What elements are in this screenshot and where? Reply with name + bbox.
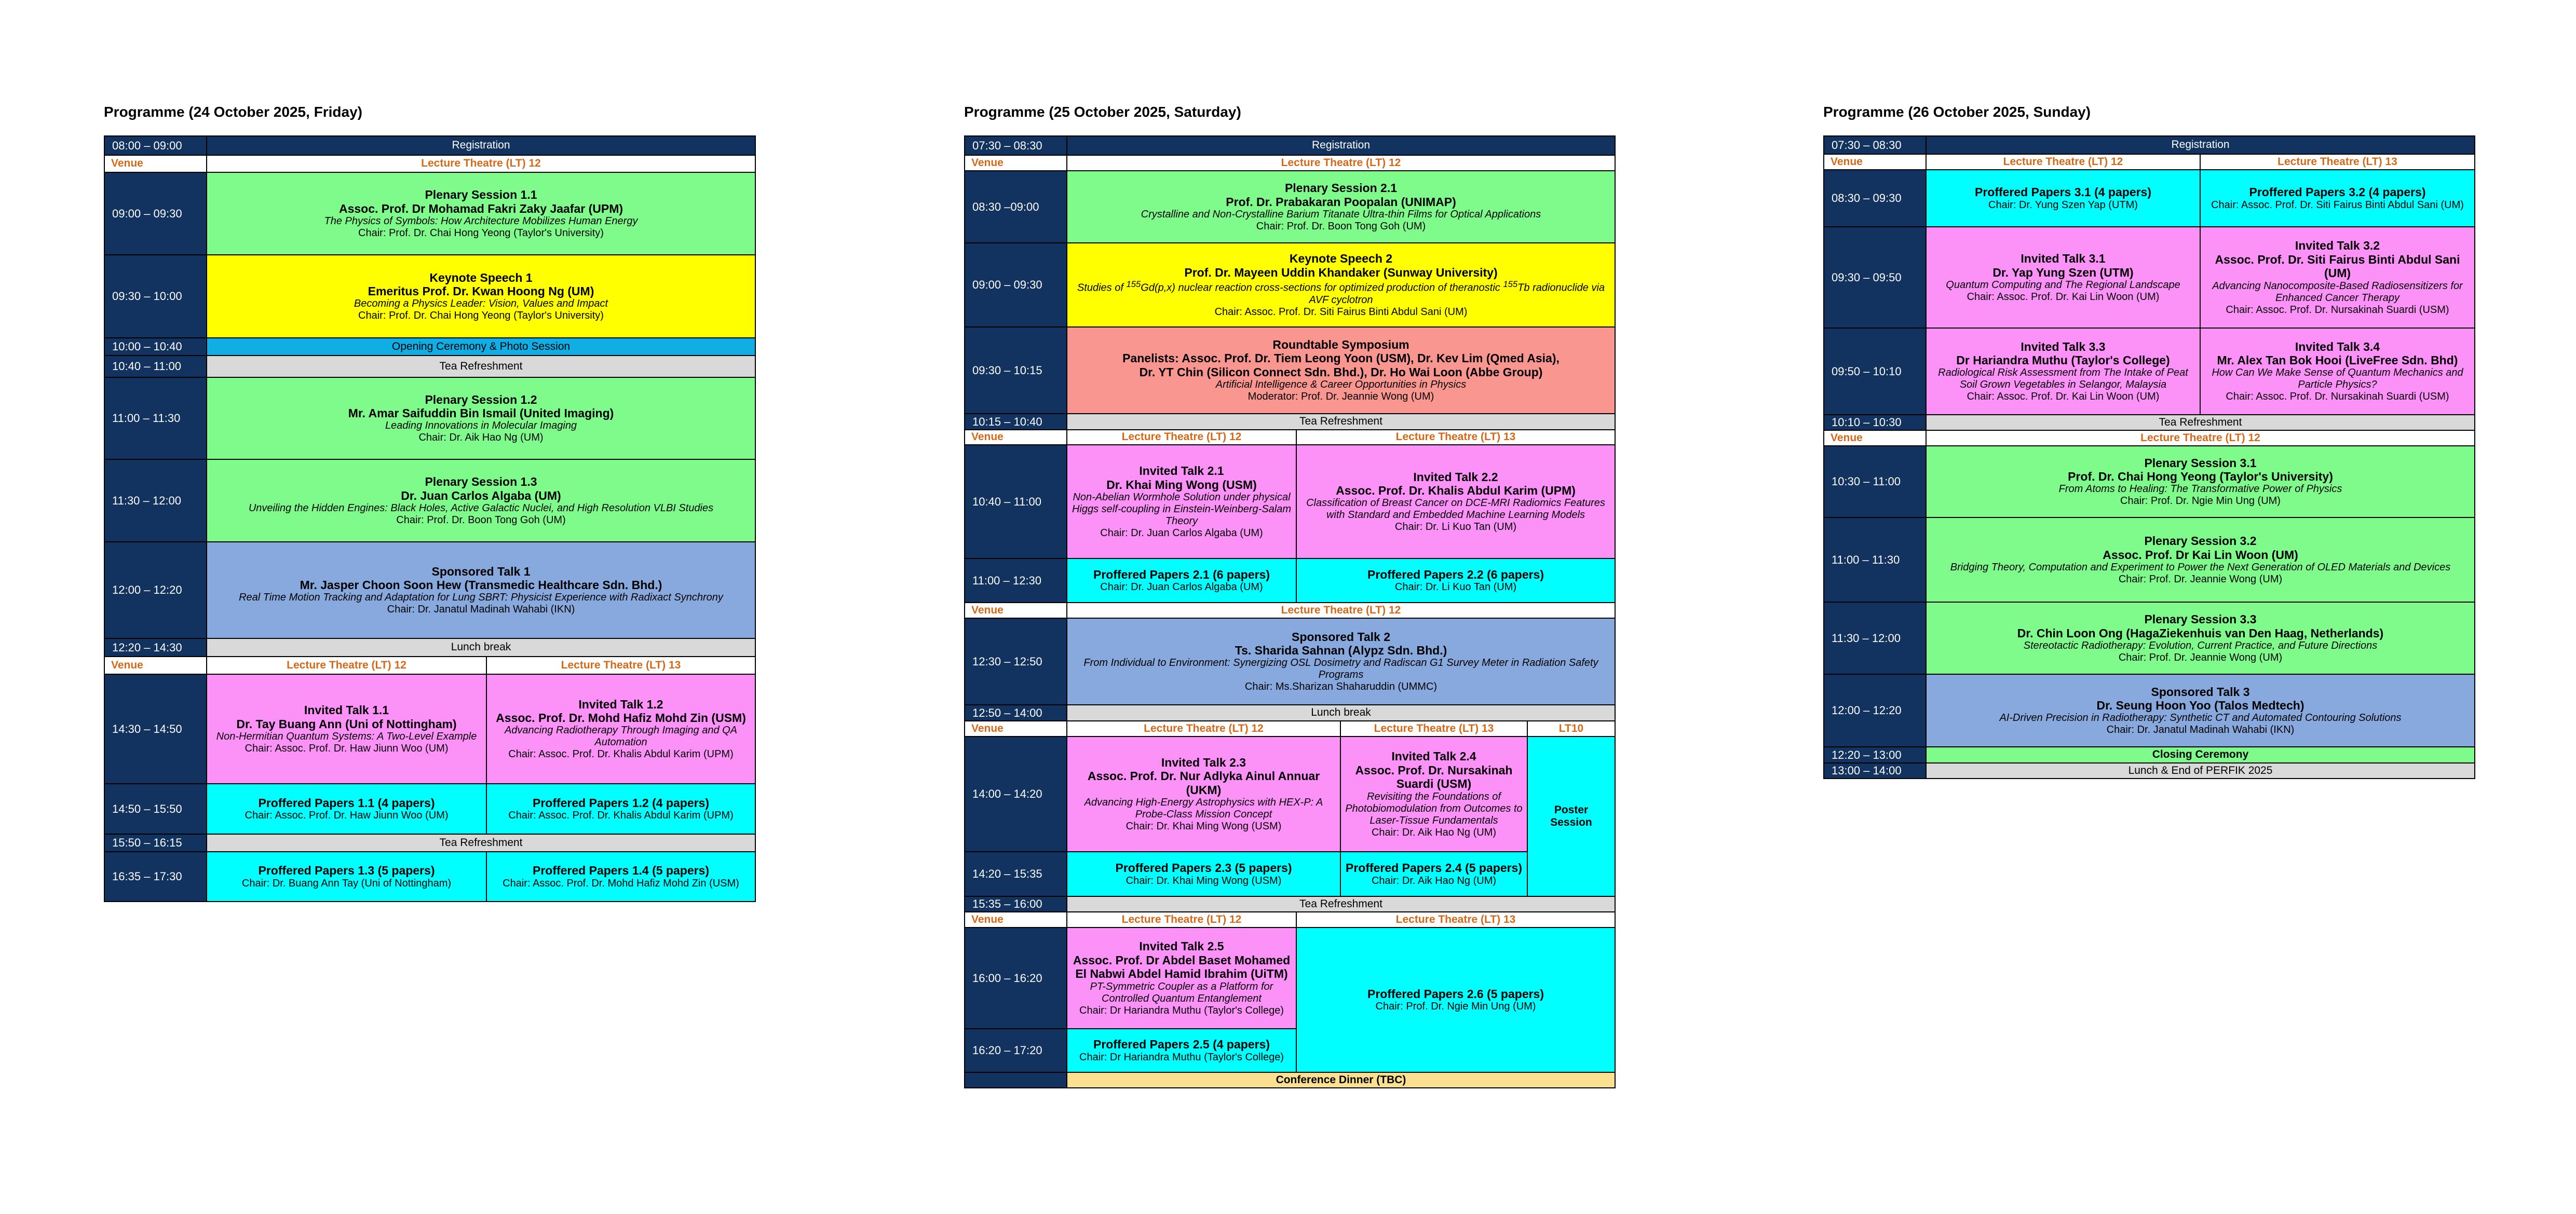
- table-row: [965, 705, 1615, 721]
- session-speaker: Dr. Chin Loon Ong (HagaZiekenhuis van Den Haag, Netherlands): [2017, 626, 2384, 640]
- session-chair: Chair: Dr. Li Kuo Tan (UM): [1394, 581, 1517, 593]
- venue-cell: Lecture Theatre (LT) 12: [207, 155, 755, 172]
- session-speaker: Assoc. Prof. Dr. Mohd Hafiz Mohd Zin (USM): [496, 711, 746, 725]
- session-topic: How Can We Make Sense of Quantum Mechanics and Particle Physics?: [2212, 367, 2463, 391]
- venue-label: Venue: [1824, 154, 1926, 170]
- session-speaker: Dr. Yap Yung Szen (UTM): [1992, 265, 2134, 279]
- session-topic: PT-Symmetric Coupler as a Platform for Controlled Quantum Entanglement: [1090, 980, 1273, 1004]
- session-title: Proffered Papers 2.3 (5 papers): [1115, 861, 1292, 875]
- time-cell: 15:50 – 16:15: [104, 834, 207, 852]
- session-chair: Chair: Dr. Juan Carlos Algaba (UM): [1100, 581, 1263, 593]
- session-title: Proffered Papers 2.4 (5 papers): [1345, 861, 1523, 875]
- session-title: Roundtable Symposium: [1272, 337, 1409, 351]
- session-title: Plenary Session 3.3: [2144, 612, 2257, 626]
- session-title: Proffered Papers 2.2 (6 papers): [1367, 567, 1544, 581]
- table-row: [965, 721, 1615, 736]
- time-cell: 12:00 – 12:20: [1824, 674, 1926, 747]
- venue-cell: Lecture Theatre (LT) 12: [1067, 430, 1296, 445]
- session-chair: Chair: Dr. Aik Hao Ng (UM): [1371, 875, 1497, 886]
- session-cell: [2200, 170, 2475, 227]
- break-cell: Tea Refreshment: [207, 356, 755, 377]
- break-cell: Lunch & End of PERFIK 2025: [1926, 763, 2475, 779]
- session-cell: [2200, 227, 2475, 328]
- break-cell: Lunch break: [207, 638, 755, 657]
- table-row: [1824, 154, 2475, 170]
- venue-label: Venue: [965, 155, 1067, 171]
- session-title: Invited Talk 1.1: [304, 703, 389, 717]
- session-cell: [1067, 327, 1615, 414]
- venue-cell: Lecture Theatre (LT) 12: [1067, 912, 1296, 927]
- day3-title: Programme (26 October 2025, Sunday): [1823, 104, 2091, 120]
- table-row: [104, 542, 755, 638]
- time-cell: 11:00 – 12:30: [965, 558, 1067, 603]
- session-speaker: Prof. Dr. Chai Hong Yeong (Taylor's University): [2068, 470, 2333, 483]
- session-chair: Chair: Assoc. Prof. Dr. Mohd Hafiz Mohd Zin (USM): [503, 877, 739, 889]
- session-title: Proffered Papers 3.1 (4 papers): [1974, 185, 2152, 199]
- table-row: [965, 618, 1615, 705]
- session-title: Invited Talk 2.3: [1161, 755, 1246, 769]
- venue-label: Venue: [104, 657, 207, 674]
- session-chair: Chair: Dr. Janatul Madinah Wahabi (IKN): [387, 604, 575, 616]
- session-topic: Quantum Computing and The Regional Landscape: [1946, 279, 2180, 291]
- session-topic: Artificial Intelligence & Career Opportunities in Physics: [1215, 379, 1467, 391]
- session-title: Plenary Session 1.3: [425, 475, 537, 489]
- table-row: [1824, 328, 2475, 415]
- session-chair: Chair: Prof. Dr. Ngie Min Ung (UM): [1375, 1001, 1536, 1013]
- session-title: Invited Talk 1.2: [578, 697, 663, 711]
- venue-cell: Lecture Theatre (LT) 12: [1067, 603, 1615, 618]
- session-title: Invited Talk 2.5: [1139, 939, 1224, 953]
- session-chair: Chair: Assoc. Prof. Dr. Siti Fairus Binti Abdul Sani (UM): [2211, 199, 2464, 211]
- session-title: Invited Talk 3.2: [2295, 239, 2380, 253]
- session-title: Proffered Papers 1.4 (5 papers): [532, 864, 710, 878]
- table-row: [104, 356, 755, 377]
- time-cell: 11:00 – 11:30: [104, 377, 207, 459]
- session-chair: Chair: Prof. Dr. Jeannie Wong (UM): [2118, 651, 2283, 663]
- venue-cell: LT10: [1527, 721, 1615, 736]
- table-row: [965, 927, 1615, 1029]
- table-row: [104, 657, 755, 674]
- time-cell: 09:00 – 09:30: [965, 243, 1067, 327]
- table-row: [965, 171, 1615, 243]
- session-chair: Chair: Dr Hariandra Muthu (Taylor's College): [1079, 1051, 1284, 1063]
- session-title: Plenary Session 3.2: [2144, 534, 2257, 548]
- time-cell: 09:30 – 10:15: [965, 327, 1067, 414]
- table-row: [104, 459, 755, 542]
- session-title: Plenary Session 1.2: [425, 392, 537, 406]
- session-cell: [486, 674, 755, 784]
- session-topic: Non-Hermitian Quantum Systems: A Two-Level Example: [216, 730, 477, 742]
- venue-cell: Lecture Theatre (LT) 12: [1926, 154, 2200, 170]
- session-topic: Radiological Risk Assessment from The Intake of Peat Soil Grown Vegetables in Selangor, Malaysia: [1938, 367, 2188, 391]
- table-row: [104, 338, 755, 356]
- time-cell: 12:30 – 12:50: [965, 618, 1067, 705]
- time-cell: 16:35 – 17:30: [104, 852, 207, 902]
- time-cell: 10:00 – 10:40: [104, 338, 207, 356]
- session-chair: Chair: Dr. Juan Carlos Algaba (UM): [1100, 527, 1263, 539]
- table-row: [1824, 674, 2475, 747]
- time-cell: 10:40 – 11:00: [104, 356, 207, 377]
- session-title: Proffered Papers 1.1 (4 papers): [258, 796, 435, 810]
- session-chair: Chair: Assoc. Prof. Dr. Nursakinah Suardi (USM): [2226, 304, 2449, 316]
- time-cell: 12:00 – 12:20: [104, 542, 207, 638]
- venue-cell: Lecture Theatre (LT) 13: [1340, 721, 1527, 736]
- time-cell: 14:50 – 15:50: [104, 784, 207, 834]
- session-chair: Chair: Dr. Yung Szen Yap (UTM): [1988, 199, 2138, 211]
- session-speaker: Assoc. Prof. Dr. Khalis Abdul Karim (UPM): [1336, 484, 1576, 497]
- time-cell: 14:30 – 14:50: [104, 674, 207, 784]
- table-row: [965, 1072, 1615, 1088]
- break-cell: Tea Refreshment: [1067, 414, 1615, 430]
- session-cell: [1296, 927, 1615, 1072]
- session-cell: [207, 674, 486, 784]
- venue-label: Venue: [1824, 430, 1926, 446]
- table-row: [965, 243, 1615, 327]
- table-row: [104, 638, 755, 657]
- session-speaker: Dr. Khai Ming Wong (USM): [1106, 478, 1257, 492]
- session-cell: [1067, 927, 1296, 1029]
- session-speaker: Prof. Dr. Mayeen Uddin Khandaker (Sunway University): [1184, 265, 1498, 279]
- time-cell: 09:30 – 09:50: [1824, 227, 1926, 328]
- time-cell: 10:40 – 11:00: [965, 445, 1067, 558]
- session-title: Sponsored Talk 2: [1291, 630, 1390, 644]
- session-topic: Crystalline and Non-Crystalline Barium Titanate Ultra-thin Films for Optical Applications: [1141, 208, 1541, 220]
- venue-label: Venue: [965, 721, 1067, 736]
- session-topic: Stereotactic Radiotherapy: Evolution, Current Practice, and Future Directions: [2023, 639, 2378, 651]
- session-topic: Unveiling the Hidden Engines: Black Holes, Active Galactic Nuclei, and High Resolution VLBI Studies: [248, 502, 714, 514]
- session-chair: Chair: Dr Hariandra Muthu (Taylor's College): [1079, 1004, 1284, 1016]
- session-cell: [1296, 558, 1615, 603]
- time-cell: 10:10 – 10:30: [1824, 415, 1926, 430]
- session-cell: [1926, 446, 2475, 517]
- session-cell: [1296, 445, 1615, 558]
- venue-label: Venue: [965, 430, 1067, 445]
- session-cell: [207, 255, 755, 338]
- table-row: [104, 136, 755, 155]
- session-chair: Chair: Prof. Dr. Ngie Min Ung (UM): [2120, 495, 2281, 507]
- session-title: Sponsored Talk 3: [2151, 685, 2250, 699]
- registration-cell: Registration: [1926, 136, 2475, 154]
- table-row: [104, 834, 755, 852]
- venue-cell: Lecture Theatre (LT) 13: [1296, 430, 1615, 445]
- session-cell: [207, 459, 755, 542]
- time-cell: 15:35 – 16:00: [965, 896, 1067, 912]
- session-chair: Chair: Dr. Janatul Madinah Wahabi (IKN): [2106, 724, 2295, 736]
- table-row: [1824, 747, 2475, 763]
- session-topic: Leading Innovations in Molecular Imaging: [385, 420, 577, 432]
- venue-label: Venue: [104, 155, 207, 172]
- table-row: [1824, 602, 2475, 674]
- session-speaker: Dr. Seung Hoon Yoo (Talos Medtech): [2096, 699, 2304, 712]
- session-cell: [1067, 558, 1296, 603]
- session-speaker: Mr. Alex Tan Bok Hooi (LiveFree Sdn. Bhd): [2217, 353, 2458, 367]
- table-row: [104, 172, 755, 255]
- session-cell: [1067, 618, 1615, 705]
- table-row: [104, 255, 755, 338]
- session-topic: The Physics of Symbols: How Architecture Mobilizes Human Energy: [324, 215, 638, 227]
- session-title: Proffered Papers 3.2 (4 papers): [2249, 185, 2426, 199]
- session-cell: [1067, 445, 1296, 558]
- session-panelists: Dr. YT Chin (Silicon Connect Sdn. Bhd.), Dr. Ho Wai Loon (Abbe Group): [1139, 365, 1543, 379]
- session-cell: [1926, 517, 2475, 602]
- table-row: [1824, 415, 2475, 430]
- day2-schedule-table: [964, 135, 1616, 1088]
- session-topic: Advancing Radiotherapy Through Imaging and QA Automation: [504, 725, 738, 748]
- session-title: Proffered Papers 2.5 (4 papers): [1093, 1038, 1270, 1052]
- session-chair: Chair: Assoc. Prof. Dr. Haw Jiunn Woo (UM): [245, 810, 449, 822]
- table-row: [965, 912, 1615, 927]
- time-cell: [965, 1072, 1067, 1088]
- session-speaker: Assoc. Prof. Dr Abdel Baset Mohamed El Nabwi Abdel Hamid Ibrahim (UiTM): [1073, 953, 1291, 981]
- table-row: [965, 327, 1615, 414]
- session-cell: [1926, 170, 2200, 227]
- venue-cell: Lecture Theatre (LT) 12: [207, 657, 486, 674]
- time-cell: 11:30 – 12:00: [104, 459, 207, 542]
- session-chair: Chair: Prof. Dr. Boon Tong Goh (UM): [1256, 220, 1426, 232]
- session-title: Keynote Speech 2: [1289, 252, 1393, 266]
- session-cell: [1067, 171, 1615, 243]
- break-cell: Tea Refreshment: [1067, 896, 1615, 912]
- session-chair: Chair: Assoc. Prof. Dr. Khalis Abdul Karim (UPM): [508, 810, 734, 822]
- table-row: [965, 896, 1615, 912]
- session-speaker: Assoc. Prof. Dr. Nur Adlyka Ainul Annuar (UKM): [1087, 769, 1320, 797]
- break-cell: Lunch break: [1067, 705, 1615, 721]
- registration-cell: Registration: [207, 136, 755, 155]
- session-chair: Chair: Dr. Khai Ming Wong (USM): [1126, 821, 1282, 833]
- session-cell: [486, 784, 755, 834]
- time-cell: 12:50 – 14:00: [965, 705, 1067, 721]
- time-cell: 09:50 – 10:10: [1824, 328, 1926, 415]
- session-speaker: Assoc. Prof. Dr. Siti Fairus Binti Abdul Sani (UM): [2215, 252, 2460, 280]
- break-cell: Closing Ceremony: [1926, 747, 2475, 763]
- session-chair: Chair: Ms.Sharizan Shaharuddin (UMMC): [1244, 681, 1438, 693]
- registration-cell: Registration: [1067, 136, 1615, 155]
- session-cell: [1067, 1029, 1296, 1072]
- break-cell: Tea Refreshment: [1926, 415, 2475, 430]
- session-topic: From Atoms to Healing: The Transformative Power of Physics: [2058, 483, 2342, 495]
- session-title: Invited Talk 2.2: [1413, 470, 1498, 484]
- session-cell: [2200, 328, 2475, 415]
- table-row: [1824, 517, 2475, 602]
- time-cell: 07:30 – 08:30: [965, 136, 1067, 155]
- session-cell: [1340, 736, 1527, 852]
- time-cell: 16:00 – 16:20: [965, 927, 1067, 1029]
- session-title: Invited Talk 2.4: [1391, 749, 1476, 763]
- session-cell: [207, 172, 755, 255]
- session-topic: Revisiting the Foundations of Photobiomodulation from Outcomes to Laser-Tissue Fundamentals: [1345, 790, 1523, 826]
- session-cell: [1926, 602, 2475, 674]
- session-topic: Studies of $^{155}$Gd(p,x) nuclear reaction cross-sections for optimized production of theranostic $^{155}$Tb radionuclide via AVF cyclotron: [1077, 279, 1605, 306]
- session-topic: Classification of Breast Cancer on DCE-MRI Radiomics Features with Standard and Embedded Machine Learning Models: [1306, 497, 1605, 521]
- time-cell: 09:30 – 10:00: [104, 255, 207, 338]
- session-title: Invited Talk 3.1: [2021, 252, 2106, 266]
- table-row: [965, 445, 1615, 558]
- venue-cell: Lecture Theatre (LT) 13: [1296, 912, 1615, 927]
- session-chair: Chair: Prof. Dr. Chai Hong Yeong (Taylor's University): [358, 227, 604, 239]
- session-chair: Chair: Assoc. Prof. Dr. Nursakinah Suardi (USM): [2226, 391, 2449, 403]
- table-row: [1824, 763, 2475, 779]
- session-cell: [1926, 328, 2200, 415]
- session-speaker: Dr Hariandra Muthu (Taylor's College): [1956, 353, 2170, 367]
- table-row: [965, 155, 1615, 171]
- session-speaker: Assoc. Prof. Dr Mohamad Fakri Zaky Jaafar (UPM): [338, 201, 623, 215]
- session-title: Keynote Speech 1: [429, 270, 533, 284]
- table-row: [104, 674, 755, 784]
- session-topic: Becoming a Physics Leader: Vision, Values and Impact: [354, 298, 608, 310]
- time-cell: 12:20 – 13:00: [1824, 747, 1926, 763]
- session-chair: Chair: Prof. Dr. Jeannie Wong (UM): [2118, 573, 2283, 585]
- session-cell: [207, 377, 755, 459]
- time-cell: 14:00 – 14:20: [965, 736, 1067, 852]
- table-row: [1824, 170, 2475, 227]
- session-topic: Real Time Motion Tracking and Adaptation for Lung SBRT: Physicist Experience with Radixact Synchrony: [239, 592, 723, 604]
- table-row: [104, 377, 755, 459]
- time-cell: 16:20 – 17:20: [965, 1029, 1067, 1072]
- time-cell: 10:30 – 11:00: [1824, 446, 1926, 517]
- session-speaker: Dr. Juan Carlos Algaba (UM): [401, 488, 561, 502]
- table-row: [1824, 446, 2475, 517]
- table-row: [1824, 227, 2475, 328]
- time-cell: 10:15 – 10:40: [965, 414, 1067, 430]
- day2-title: Programme (25 October 2025, Saturday): [964, 104, 1241, 120]
- session-topic: Non-Abelian Wormhole Solution under physical Higgs self-coupling in Einstein-Weinberg-Salam Theory: [1072, 491, 1292, 527]
- session-chair: Chair: Dr. Khai Ming Wong (USM): [1126, 875, 1282, 886]
- session-cell: [207, 852, 486, 902]
- table-row: [965, 603, 1615, 618]
- table-row: [965, 136, 1615, 155]
- table-row: [965, 558, 1615, 603]
- session-chair: Chair: Assoc. Prof. Dr. Haw Jiunn Woo (UM): [245, 742, 449, 754]
- session-cell: [207, 542, 755, 638]
- session-topic: From Individual to Environment: Synergizing OSL Dosimetry and Radiscan G1 Survey Meter in Radiation Safety Programs: [1083, 657, 1598, 681]
- session-chair: Moderator: Prof. Dr. Jeannie Wong (UM): [1248, 391, 1434, 403]
- session-chair: Chair: Assoc. Prof. Dr. Khalis Abdul Karim (UPM): [508, 748, 734, 760]
- session-speaker: Mr. Jasper Choon Soon Hew (Transmedic Healthcare Sdn. Bhd.): [300, 578, 662, 592]
- session-title: Invited Talk 3.4: [2295, 339, 2380, 353]
- session-title: Proffered Papers 2.1 (6 papers): [1093, 567, 1270, 581]
- session-cell: [1340, 852, 1527, 896]
- table-row: [965, 414, 1615, 430]
- venue-cell: Lecture Theatre (LT) 12: [1926, 430, 2475, 446]
- time-cell: 12:20 – 14:30: [104, 638, 207, 657]
- session-speaker: Dr. Tay Buang Ann (Uni of Nottingham): [236, 717, 457, 731]
- table-row: [965, 430, 1615, 445]
- session-title: Invited Talk 2.1: [1139, 464, 1224, 478]
- session-title: Proffered Papers 1.2 (4 papers): [532, 796, 710, 810]
- time-cell: 14:20 – 15:35: [965, 852, 1067, 896]
- time-cell: 11:00 – 11:30: [1824, 517, 1926, 602]
- day1-schedule-table: [104, 135, 756, 902]
- session-speaker: Ts. Sharida Sahnan (Alypz Sdn. Bhd.): [1235, 644, 1447, 657]
- table-row: [1824, 430, 2475, 446]
- session-speaker: Mr. Amar Saifuddin Bin Ismail (United Imaging): [348, 406, 614, 420]
- time-cell: 11:30 – 12:00: [1824, 602, 1926, 674]
- session-topic: AI-Driven Precision in Radiotherapy: Synthetic CT and Automated Contouring Solutions: [1999, 712, 2402, 724]
- poster-session-cell: Poster Session: [1527, 736, 1615, 896]
- table-row: [1824, 136, 2475, 154]
- table-row: [965, 852, 1615, 896]
- dinner-cell: Conference Dinner (TBC): [1067, 1072, 1615, 1088]
- session-speaker: Assoc. Prof. Dr. Nursakinah Suardi (USM): [1355, 763, 1513, 791]
- venue-label: Venue: [965, 912, 1067, 927]
- session-topic: Advancing High-Energy Astrophysics with HEX-P: A Probe-Class Mission Concept: [1084, 797, 1323, 821]
- session-title: Plenary Session 3.1: [2144, 456, 2257, 470]
- session-speaker: Assoc. Prof. Dr Kai Lin Woon (UM): [2103, 548, 2298, 562]
- session-title: Plenary Session 1.1: [425, 188, 537, 202]
- session-chair: Chair: Dr. Aik Hao Ng (UM): [418, 432, 544, 444]
- venue-label: Venue: [965, 603, 1067, 618]
- session-chair: Chair: Dr. Aik Hao Ng (UM): [1371, 826, 1497, 838]
- table-row: [104, 155, 755, 172]
- venue-cell: Lecture Theatre (LT) 12: [1067, 721, 1340, 736]
- session-title: Proffered Papers 1.3 (5 papers): [258, 864, 435, 878]
- session-topic: Bridging Theory, Computation and Experiment to Power the Next Generation of OLED Materials and Devices: [1950, 561, 2451, 573]
- venue-cell: Lecture Theatre (LT) 13: [2200, 154, 2475, 170]
- session-title: Sponsored Talk 1: [431, 564, 531, 578]
- time-cell: 08:00 – 09:00: [104, 136, 207, 155]
- time-cell: 08:30 –09:00: [965, 171, 1067, 243]
- session-topic: Advancing Nanocomposite-Based Radiosensitizers for Enhanced Cancer Therapy: [2212, 280, 2463, 304]
- session-title: Invited Talk 3.3: [2021, 339, 2106, 353]
- break-cell: Opening Ceremony & Photo Session: [207, 338, 755, 356]
- session-chair: Chair: Assoc. Prof. Dr. Kai Lin Woon (UM): [1967, 391, 2160, 403]
- session-title: Plenary Session 2.1: [1284, 181, 1398, 195]
- session-speaker: Emeritus Prof. Dr. Kwan Hoong Ng (UM): [368, 284, 594, 298]
- session-cell: [1926, 227, 2200, 328]
- day1-title: Programme (24 October 2025, Friday): [104, 104, 362, 120]
- venue-cell: Lecture Theatre (LT) 13: [486, 657, 755, 674]
- time-cell: 07:30 – 08:30: [1824, 136, 1926, 154]
- session-chair: Chair: Prof. Dr. Chai Hong Yeong (Taylor's University): [358, 310, 604, 322]
- table-row: [104, 852, 755, 902]
- venue-cell: Lecture Theatre (LT) 12: [1067, 155, 1615, 171]
- time-cell: 09:00 – 09:30: [104, 172, 207, 255]
- session-chair: Chair: Assoc. Prof. Dr. Siti Fairus Binti Abdul Sani (UM): [1214, 306, 1468, 318]
- session-cell: [207, 784, 486, 834]
- session-cell: [1067, 243, 1615, 327]
- session-chair: Chair: Dr. Buang Ann Tay (Uni of Nottingham): [241, 877, 452, 889]
- session-cell: [1067, 852, 1340, 896]
- session-cell: [1926, 674, 2475, 747]
- session-speaker: Prof. Dr. Prabakaran Poopalan (UNIMAP): [1226, 195, 1456, 209]
- time-cell: 13:00 – 14:00: [1824, 763, 1926, 779]
- break-cell: Tea Refreshment: [207, 834, 755, 852]
- session-title: Proffered Papers 2.6 (5 papers): [1367, 987, 1544, 1001]
- table-row: [104, 784, 755, 834]
- session-panelists: Panelists: Assoc. Prof. Dr. Tiem Leong Yoon (USM), Dr. Kev Lim (Qmed Asia),: [1122, 351, 1560, 365]
- day3-schedule-table: [1823, 135, 2475, 779]
- session-chair: Chair: Assoc. Prof. Dr. Kai Lin Woon (UM): [1967, 291, 2160, 303]
- session-cell: [486, 852, 755, 902]
- table-row: [965, 736, 1615, 852]
- session-cell: [1067, 736, 1340, 852]
- time-cell: 08:30 – 09:30: [1824, 170, 1926, 227]
- session-chair: Chair: Prof. Dr. Boon Tong Goh (UM): [396, 514, 566, 526]
- session-chair: Chair: Dr. Li Kuo Tan (UM): [1394, 521, 1517, 533]
